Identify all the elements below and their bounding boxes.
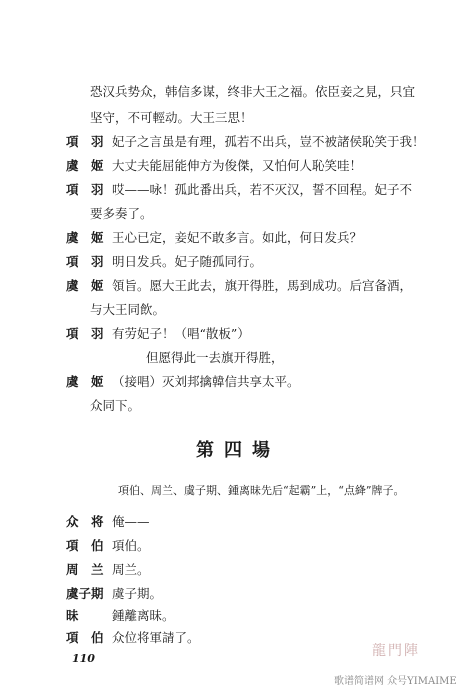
dialogue-text: 要多奏了。 xyxy=(90,206,153,221)
speaker-name: 虞子期 xyxy=(66,586,104,601)
speaker-name: 虞 姬 xyxy=(66,158,104,173)
dialogue-text: 妃子之言虽是有理，孤若不出兵，豈不被諸侯恥笑于我！ xyxy=(112,134,425,149)
speaker-name: 众 将 xyxy=(66,514,104,529)
speaker-name: 昧 xyxy=(66,608,79,623)
dialogue-line xyxy=(66,374,456,390)
dialogue-text: （接唱）灭刘邦擒韓信共享太平。 xyxy=(112,374,300,389)
dialogue-line xyxy=(66,538,456,554)
sung-line xyxy=(146,350,476,366)
speaker-name: 項 伯 xyxy=(66,538,104,553)
watermark-logo: 龍門陣 xyxy=(372,643,420,659)
dialogue-line xyxy=(66,158,456,174)
dialogue-line xyxy=(66,230,456,246)
dialogue-text: 与大王同飲。 xyxy=(90,302,166,317)
speaker-name: 周 兰 xyxy=(66,562,104,577)
dialogue-text: 明日发兵。妃子随孤同行。 xyxy=(112,254,263,269)
dialogue-text: 俺—— xyxy=(112,514,150,529)
dialogue-text: 周兰。 xyxy=(112,562,150,577)
dialogue-text: 坚守，不可輕动。大王三思！ xyxy=(90,110,253,125)
speaker-name: 項 伯 xyxy=(66,630,104,645)
dialogue-line xyxy=(66,182,456,198)
scene-title: 第四場 xyxy=(196,440,280,461)
speaker-name: 項 羽 xyxy=(66,254,104,269)
dialogue-line xyxy=(66,608,456,624)
dialogue-text: 大丈夫能屈能伸方为俊傑，又怕何人恥笑哇！ xyxy=(112,158,363,173)
speaker-name: 項 羽 xyxy=(66,326,104,341)
watermark-text: 歌谱简谱网 众号YIMAIME xyxy=(334,676,457,687)
exit-direction xyxy=(90,398,476,414)
page-number: 110 xyxy=(72,652,95,665)
dialogue-text: 众同下。 xyxy=(90,398,141,413)
speaker-name: 項 羽 xyxy=(66,134,104,149)
dialogue-line xyxy=(66,586,456,602)
dialogue-text: 有劳妃子！（唱“散板”） xyxy=(112,326,250,341)
dialogue-line xyxy=(66,254,456,270)
dialogue-text: 哎——咏！孤此番出兵，若不灭汉，誓不回程。妃子不 xyxy=(112,182,413,197)
speaker-name: 虞 姬 xyxy=(66,230,104,245)
dialogue-line xyxy=(66,562,456,578)
dialogue-text: 虞子期。 xyxy=(112,586,163,601)
dialogue-line xyxy=(66,134,456,150)
speaker-name: 虞 姬 xyxy=(66,278,104,293)
dialogue-text: 恐汉兵势众，韩信多谋，终非大王之福。依臣妾之見，只宜 xyxy=(90,84,416,99)
speaker-name: 虞 姬 xyxy=(66,374,104,389)
dialogue-line xyxy=(66,278,456,294)
dialogue-text: 但愿得此一去旗开得胜， xyxy=(146,350,284,365)
dialogue-text: 众位将軍請了。 xyxy=(112,630,200,645)
dialogue-text: 項伯。 xyxy=(112,538,150,553)
speaker-name: 項 羽 xyxy=(66,182,104,197)
dialogue-line xyxy=(66,514,456,530)
stage-direction: 項伯、周兰、虞子期、鍾离昧先后“起霸”上，“点絳”牌子。 xyxy=(118,484,405,497)
dialogue-line xyxy=(90,84,476,100)
dialogue-text: 鍾離离昧。 xyxy=(112,608,175,623)
dialogue-line xyxy=(90,206,476,222)
dialogue-line xyxy=(90,110,476,126)
dialogue-line xyxy=(66,326,456,342)
dialogue-text: 王心已定，妾妃不敢多言。如此，何日发兵？ xyxy=(112,230,363,245)
dialogue-line xyxy=(90,302,476,318)
dialogue-text: 領旨。愿大王此去，旗开得胜，馬到成功。后宫备酒， xyxy=(112,278,413,293)
